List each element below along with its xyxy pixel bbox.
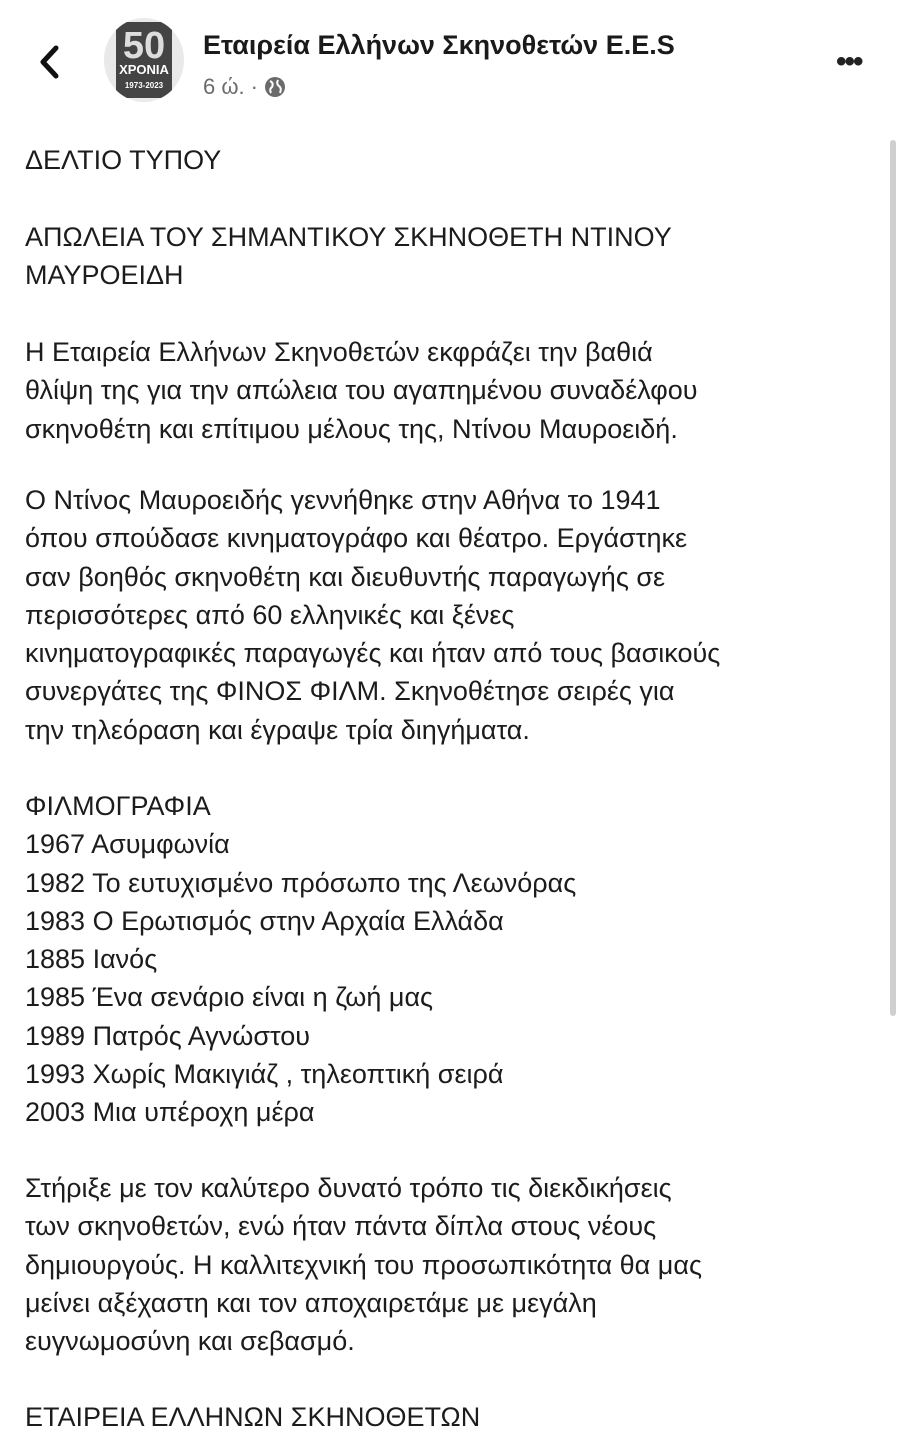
text-line: όπου σπούδασε κινηματογράφο και θέατρο. Εργάστηκε [25,523,688,554]
text-line: των σκηνοθετών, ενώ ήταν πάντα δίπλα στους νέους [25,1211,657,1242]
logo-50-years [104,18,184,102]
film-item: 1967 Ασυμφωνία [25,829,230,860]
svg-text:ΧΡΟΝΙΑ: ΧΡΟΝΙΑ [119,62,169,77]
text-line: συνεργάτες της ΦΙΝΟΣ ΦΙΛΜ. Σκηνοθέτησε σειρές για [25,676,675,707]
film-item: 1993 Χωρίς Μακιγιάζ , τηλεοπτική σειρά [25,1059,504,1090]
filmography-list [25,787,576,1132]
text-line: περισσότερες από 60 ελληνικές και ξένες [25,599,515,630]
more-icon: ••• [836,45,862,78]
svg-text:1973-2023: 1973-2023 [124,81,164,90]
text-line: Η Εταιρεία Ελλήνων Σκηνοθετών εκφράζει την βαθιά [25,337,653,367]
film-item: 1989 Πατρός Αγνώστου [25,1020,311,1051]
signature [25,1398,480,1436]
separator: · [250,74,258,99]
page-avatar[interactable] [104,18,184,102]
text-line: Ο Ντίνος Μαυροειδής γεννήθηκε στην Αθήνα το 1941 [25,485,661,515]
press-release-heading [25,141,221,179]
paragraph-biography [25,481,720,749]
film-item: 1982 Το ευτυχισμένο πρόσωπο της Λεωνόρας [25,867,577,898]
text-line: ΔΕΛΤΙΟ ΤΥΠΟΥ [25,145,222,175]
back-button[interactable] [34,42,66,82]
headline [25,218,672,295]
text-line: ΜΑΥΡΟΕΙΔΗ [25,260,184,291]
text-line: κινηματογραφικές παραγωγές και ήταν από τους βασικούς [25,638,721,669]
page-name-link[interactable]: Εταιρεία Ελλήνων Σκηνοθετών E.E.S [203,30,675,60]
globe-icon [264,76,286,98]
paragraph-condolence [25,333,698,448]
text-line: την τηλεόραση και έγραψε τρία διηγήματα. [25,714,530,745]
film-item: 2003 Μια υπέροχη μέρα [25,1097,315,1128]
post-meta [203,74,286,100]
svg-text:50: 50 [122,25,166,67]
film-item: 1885 Ιανός [25,944,158,975]
more-options-button[interactable] [836,45,862,78]
text-line: σκηνοθέτη και επίτιμου μέλους της, Ντίνου Μαυροειδή. [25,413,678,444]
post-time[interactable]: 6 ώ. [203,74,245,99]
film-item: 1985 Ένα σενάριο είναι η ζωή μας [25,982,434,1013]
text-line: δημιουργούς. Η καλλιτεχνική του προσωπικότητα θα μας [25,1249,702,1280]
back-icon [34,42,66,82]
text-line: μείνει αξέχαστη και τον αποχαιρετάμε με μεγάλη [25,1287,597,1318]
text-line: ΑΠΩΛΕΙΑ ΤΟΥ ΣΗΜΑΝΤΙΚΟΥ ΣΚΗΝΟΘΕΤΗ ΝΤΙΝΟΥ [25,222,672,252]
filmography-heading: ΦΙΛΜΟΓΡΑΦΙΑ [25,791,211,821]
text-line: θλίψη της για την απώλεια του αγαπημένου συναδέλφου [25,375,698,406]
text-line: Στήριξε με τον καλύτερο δυνατό τρόπο τις διεκδικήσεις [25,1173,672,1203]
scrollbar[interactable] [890,140,896,1016]
text-line: ευγνωμοσύνη και σεβασμό. [25,1326,355,1357]
film-item: 1983 Ο Ερωτισμός στην Αρχαία Ελλάδα [25,905,504,936]
text-line: σαν βοηθός σκηνοθέτη και διευθυντής παραγωγής σε [25,561,666,592]
paragraph-tribute [25,1169,702,1360]
text-line: ΕΤΑΙΡΕΙΑ ΕΛΛΗΝΩΝ ΣΚΗΝΟΘΕΤΩΝ [25,1402,481,1432]
